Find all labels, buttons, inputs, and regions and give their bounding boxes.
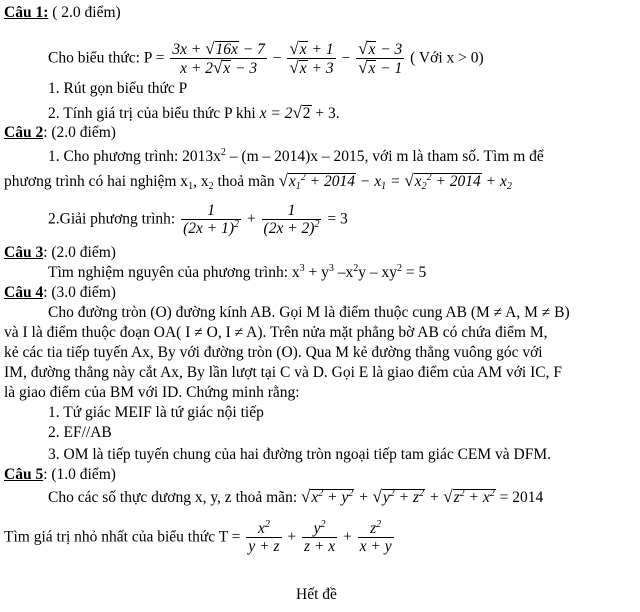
q5-r3-a: z (453, 489, 460, 506)
q2-eq-l-sub: 1 (295, 181, 301, 192)
q4-item-1: 1. Tứ giác MEIF là tứ giác nội tiếp (48, 404, 264, 421)
q5-r3-b: + x (464, 489, 490, 506)
q1-item-2-text: 2. Tính giá trị của biểu thức P khi (48, 105, 260, 122)
q5-r1-s2: 2 (348, 488, 354, 499)
q1-item-2-a: x = 2 (259, 105, 293, 122)
q5-r2-a: y (382, 489, 390, 506)
q3-title: Câu 3 (4, 244, 44, 261)
sqrt-icon: √ (212, 58, 223, 77)
q5-eq: = 2014 (495, 489, 544, 506)
q1-item-1: 1. Rút gọn biểu thức P (48, 80, 188, 97)
q4-line-5: là giao điểm của BM với ID. Chứng minh rằng: (4, 384, 300, 401)
q5-fraction-2 (302, 520, 337, 555)
q4-points: : (3.0 điểm) (43, 284, 116, 301)
q5-r1-a: x (311, 489, 319, 506)
q3-e-b: + y (304, 264, 329, 281)
q5-t3-sup: 2 (376, 519, 382, 530)
q2-f2-den-sup: 2 (314, 219, 320, 230)
q5-text-2: Tìm giá trị nhỏ nhất của biểu thức T = (4, 528, 245, 546)
q2-eq-l-b: + 2014 (305, 173, 356, 190)
q5-fraction-3 (358, 520, 394, 555)
sqrt-icon: √ (404, 171, 414, 190)
sqrt-icon: √ (358, 39, 368, 58)
q2-eq-r-sup: 2 (426, 172, 432, 183)
q2-line-2 (4, 172, 512, 191)
q2-p1-a: 1. Cho phương trình: 2013x (48, 148, 221, 165)
q2-p2-c: thoả mãn (213, 173, 279, 190)
sqrt-icon: √ (289, 58, 299, 77)
q4-line-4: IM, đường thẳng này cắt Ax, By lần lượt tại C và D. Gọi E là giao điểm của AM với IC, F (4, 364, 562, 381)
q3-e-sup4: 2 (397, 263, 403, 274)
q5-line-2 (4, 520, 396, 555)
q2-eq-l-sup: 2 (300, 172, 306, 183)
q5-r2-s1: 2 (389, 488, 395, 499)
q5-t3-den: x + y (359, 538, 392, 555)
q1-condition: ( Với x > 0) (410, 49, 484, 67)
q5-t1-num: x (258, 520, 265, 537)
q2-p1-b: – (m – 2014)x – 2015, với m là tham số. Tìm m để (225, 148, 544, 165)
q5-line-1 (48, 488, 543, 507)
sqrt-icon: √ (289, 39, 299, 58)
q4-title: Câu 4 (4, 284, 44, 301)
q2-line-1 (48, 148, 544, 166)
q2-p3-text: 2.Giải phương trình: (48, 210, 180, 228)
q2-eq-r-a: x (414, 173, 422, 190)
q3-line (48, 264, 426, 282)
q2-eq-l-a: x (288, 173, 296, 190)
q1-item-2 (48, 104, 340, 123)
q5-plus-1: + (354, 489, 373, 506)
q1-minus-1: − (272, 49, 282, 67)
q2-p2-b: , x (193, 173, 209, 190)
q5-title: Câu 5 (4, 466, 44, 483)
q2-f2-den-a: (2x + 2) (263, 220, 315, 237)
q1-points: ( 2.0 điểm) (48, 4, 121, 21)
sqrt-icon: √ (278, 171, 288, 190)
q1-fraction-3 (356, 40, 404, 77)
q1-f1-num-b: − 7 (238, 41, 265, 58)
q1-header (4, 4, 121, 22)
q3-points: : (2.0 điểm) (43, 244, 116, 261)
q1-f2-den-rad: x (299, 60, 307, 77)
q5-t2-den: z + x (304, 538, 336, 555)
q2-eq-end-a: + x (481, 173, 507, 190)
q3-e-c: –x (333, 264, 354, 281)
q1-item-2-rad: 2 (302, 105, 311, 122)
sqrt-icon: √ (205, 39, 215, 58)
q1-f2-num-rad: x (299, 41, 307, 58)
q1-f3-num-rad: x (368, 41, 376, 58)
q1-fraction-1 (170, 40, 267, 77)
q5-r1-s1: 2 (318, 488, 324, 499)
q5-t2-num: y (313, 520, 321, 537)
sqrt-icon: √ (372, 487, 382, 506)
sqrt-icon: √ (443, 487, 453, 506)
q3-e-e: = 5 (402, 264, 427, 281)
q2-points: : (2.0 điểm) (43, 124, 116, 141)
q2-header (4, 124, 116, 142)
q2-eq-mid-a: − x (356, 173, 382, 190)
q2-p1-sup: 2 (220, 147, 226, 158)
q4-item-3: 3. OM là tiếp tuyến chung của hai đường tròn ngoại tiếp tam giác CEM và DFM. (48, 446, 552, 463)
q5-r3-s2: 2 (489, 488, 495, 499)
q1-expression (48, 40, 484, 77)
q1-f1-den-b: − 3 (231, 60, 258, 77)
q2-eq-mid-sub: 1 (381, 181, 387, 192)
q4-line-2: và I là điểm thuộc đoạn OA( I ≠ O, I ≠ A). Trên nửa mặt phẳng bờ AB có chứa điểm M, (4, 324, 548, 341)
q5-r2-s2: 2 (419, 488, 425, 499)
q5-plus-b: + (343, 528, 352, 546)
q3-e-sup3: 2 (353, 263, 359, 274)
q1-f3-den-b: − 1 (376, 60, 403, 77)
q2-fraction-2 (262, 202, 322, 237)
q1-f3-num-b: − 3 (376, 41, 403, 58)
q5-constraint (301, 489, 543, 506)
q5-text-1: Cho các số thực dương x, y, z thoả mãn: (48, 489, 301, 506)
sqrt-icon: √ (292, 103, 302, 122)
q2-fraction-1 (181, 202, 241, 237)
q2-f1-den-a: (2x + 1) (183, 220, 235, 237)
q4-line-3: kẻ các tia tiếp tuyến Ax, By với đường tròn (O). Qua M kẻ đường thẳng vuông góc với (4, 344, 543, 361)
q3-e-d: y – xy (358, 264, 398, 281)
q2-condition-equation (279, 173, 512, 190)
q2-p2-sub2: 2 (208, 181, 214, 192)
q1-f2-num-b: + 1 (307, 41, 334, 58)
sqrt-icon: √ (301, 487, 311, 506)
q3-e-sup2: 3 (328, 263, 334, 274)
end-text: Hết đề (296, 586, 337, 603)
q2-p2-sub1: 1 (188, 181, 194, 192)
q1-title: Câu 1: (4, 4, 49, 21)
q5-r1-b: + y (323, 489, 349, 506)
q5-plus-a: + (287, 528, 297, 546)
q5-t2-sup: 2 (320, 519, 326, 530)
q2-eq-end-sub: 2 (506, 181, 512, 192)
q5-header (4, 466, 116, 484)
q4-line-1: Cho đường tròn (O) đường kính AB. Gọi M là điểm thuộc cung AB (M ≠ A, M ≠ B) (48, 304, 570, 321)
q2-line-3 (48, 202, 348, 237)
q1-item-2-b: + 3. (311, 105, 340, 122)
sqrt-icon: √ (358, 58, 368, 77)
q5-fraction-1 (246, 520, 281, 555)
q1-f1-den-a: x + 2 (180, 60, 213, 77)
q1-minus-2: − (341, 49, 351, 67)
q2-eq-r-b: + 2014 (431, 173, 481, 190)
q1-fraction-2 (287, 40, 335, 77)
q2-f2-num: 1 (262, 202, 322, 220)
q2-eq-mid-b: = (386, 173, 405, 190)
q2-f1-num: 1 (181, 202, 241, 220)
q4-item-2: 2. EF//AB (48, 424, 112, 441)
q1-f1-num-a: 3x + (172, 41, 206, 58)
q2-title: Câu 2 (4, 124, 44, 141)
q3-text: Tìm nghiệm nguyên của phương trình: (48, 264, 292, 281)
q3-e-a: x (291, 264, 300, 281)
q3-header (4, 244, 116, 262)
q2-f1-den-sup: 2 (234, 219, 240, 230)
q2-plus: + (246, 210, 256, 228)
q5-r3-s1: 2 (459, 488, 465, 499)
q1-f1-num-rad: 16x (215, 41, 238, 58)
q3-e-sup1: 3 (299, 263, 305, 274)
q4-header (4, 284, 116, 302)
q1-f2-den-b: + 3 (307, 60, 334, 77)
q2-p2-a: phương trình có hai nghiệm x (4, 173, 189, 190)
q5-points: : (1.0 điểm) (43, 466, 116, 483)
q1-intro: Cho biểu thức: P = (48, 49, 165, 67)
q5-t1-sup: 2 (264, 519, 270, 530)
q5-plus-2: + (425, 489, 444, 506)
q2-eq3: = 3 (327, 210, 348, 228)
q2-eq-r-sub: 2 (421, 181, 427, 192)
q5-r2-b: + z (394, 489, 420, 506)
q1-f1-den-rad: x (223, 60, 231, 77)
q1-f3-den-rad: x (368, 60, 376, 77)
q5-t1-den: y + z (248, 538, 280, 555)
q5-t3-num: z (370, 520, 377, 537)
